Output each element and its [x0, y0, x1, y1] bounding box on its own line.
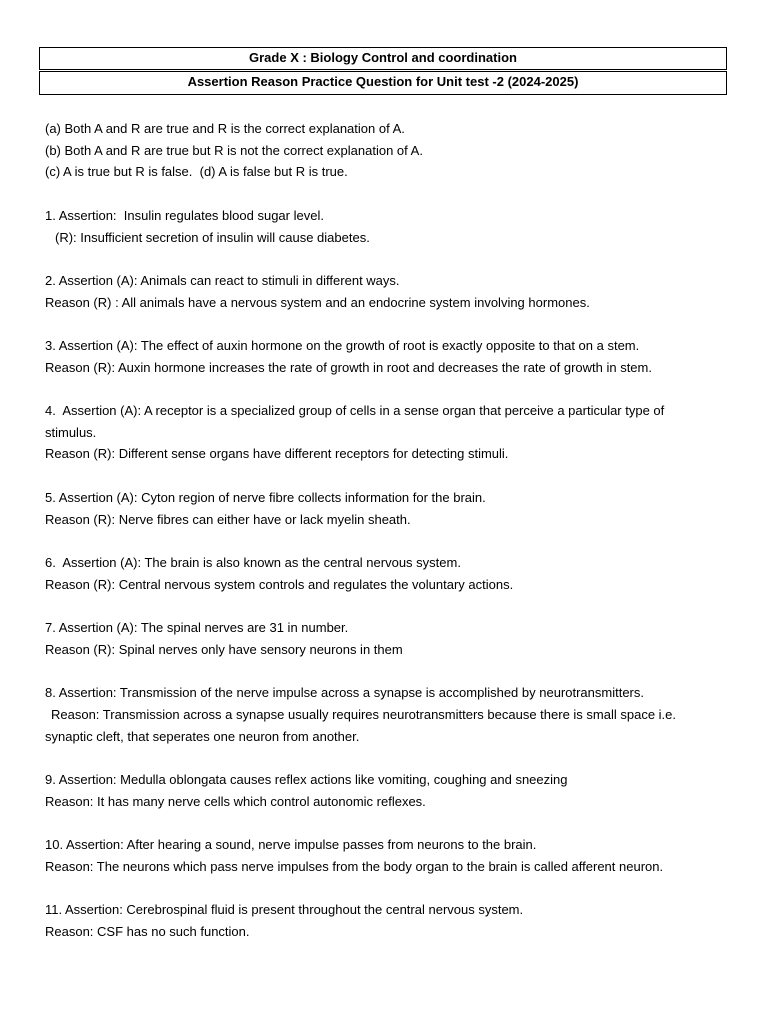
question-assertion: 9. Assertion: Medulla oblongata causes reflex actions like vomiting, coughing and sneezing — [45, 771, 568, 787]
question-reason-continued: synaptic cleft, that seperates one neuron from another. — [45, 728, 360, 744]
option-c-d: (c) A is true but R is false. (d) A is false but R is true. — [45, 164, 348, 180]
question-assertion: 7. Assertion (A): The spinal nerves are 31 in number. — [45, 620, 349, 636]
spacer — [45, 248, 725, 270]
question-reason: Reason: It has many nerve cells which control autonomic reflexes. — [45, 793, 426, 809]
question-11 — [45, 899, 725, 942]
question-assertion: 10. Assertion: After hearing a sound, nerve impulse passes from neurons to the brain. — [45, 837, 537, 853]
spacer — [45, 812, 725, 834]
question-4 — [45, 400, 725, 465]
question-assertion-continued: stimulus. — [45, 424, 97, 440]
spacer — [45, 313, 725, 335]
page-title: Grade X : Biology Control and coordination — [39, 47, 727, 70]
question-6 — [45, 552, 725, 595]
spacer — [45, 183, 725, 205]
question-reason: (R): Insufficient secretion of insulin will cause diabetes. — [55, 229, 370, 245]
question-reason: Reason (R): Nerve fibres can either have or lack myelin sheath. — [45, 511, 411, 527]
worksheet-content — [45, 118, 725, 943]
question-5 — [45, 487, 725, 530]
page-subtitle: Assertion Reason Practice Question for Unit test -2 (2024-2025) — [39, 71, 727, 95]
question-assertion: 5. Assertion (A): Cyton region of nerve fibre collects information for the brain. — [45, 489, 486, 505]
question-3 — [45, 335, 725, 378]
question-assertion: 1. Assertion: Insulin regulates blood sugar level. — [45, 207, 324, 223]
question-assertion: 4. Assertion (A): A receptor is a specialized group of cells in a sense organ that perceive a particular type of — [45, 403, 665, 419]
question-reason: Reason (R) : All animals have a nervous system and an endocrine system involving hormones. — [45, 294, 590, 310]
spacer — [45, 660, 725, 682]
question-assertion: 11. Assertion: Cerebrospinal fluid is present throughout the central nervous system. — [45, 902, 524, 918]
question-reason: Reason: CSF has no such function. — [45, 923, 250, 939]
answer-options — [45, 118, 725, 183]
question-assertion: 6. Assertion (A): The brain is also known as the central nervous system. — [45, 554, 461, 570]
question-reason: Reason (R): Different sense organs have different receptors for detecting stimuli. — [45, 446, 509, 462]
question-reason: Reason (R): Central nervous system controls and regulates the voluntary actions. — [45, 576, 514, 592]
spacer — [45, 747, 725, 769]
question-reason: Reason: Transmission across a synapse usually requires neurotransmitters because there is small space i.e. — [51, 706, 677, 722]
option-b: (b) Both A and R are true but R is not the correct explanation of A. — [45, 142, 423, 158]
spacer — [45, 595, 725, 617]
question-7 — [45, 617, 725, 660]
spacer — [45, 877, 725, 899]
question-assertion: 2. Assertion (A): Animals can react to stimuli in different ways. — [45, 272, 400, 288]
option-a: (a) Both A and R are true and R is the correct explanation of A. — [45, 121, 405, 136]
spacer — [45, 465, 725, 487]
question-2 — [45, 270, 725, 313]
question-reason: Reason (R): Auxin hormone increases the rate of growth in root and decreases the rate of growth in stem. — [45, 359, 652, 375]
question-9 — [45, 769, 725, 812]
question-assertion: 3. Assertion (A): The effect of auxin hormone on the growth of root is exactly opposite to that on a stem. — [45, 337, 640, 353]
question-10 — [45, 834, 725, 877]
spacer — [45, 378, 725, 400]
question-reason: Reason (R): Spinal nerves only have sensory neurons in them — [45, 641, 403, 657]
spacer — [45, 530, 725, 552]
question-1 — [45, 205, 725, 248]
question-reason: Reason: The neurons which pass nerve impulses from the body organ to the brain is called afferent neuron. — [45, 858, 664, 874]
question-8 — [45, 682, 725, 747]
question-assertion: 8. Assertion: Transmission of the nerve impulse across a synapse is accomplished by neurotransmitters. — [45, 685, 644, 701]
